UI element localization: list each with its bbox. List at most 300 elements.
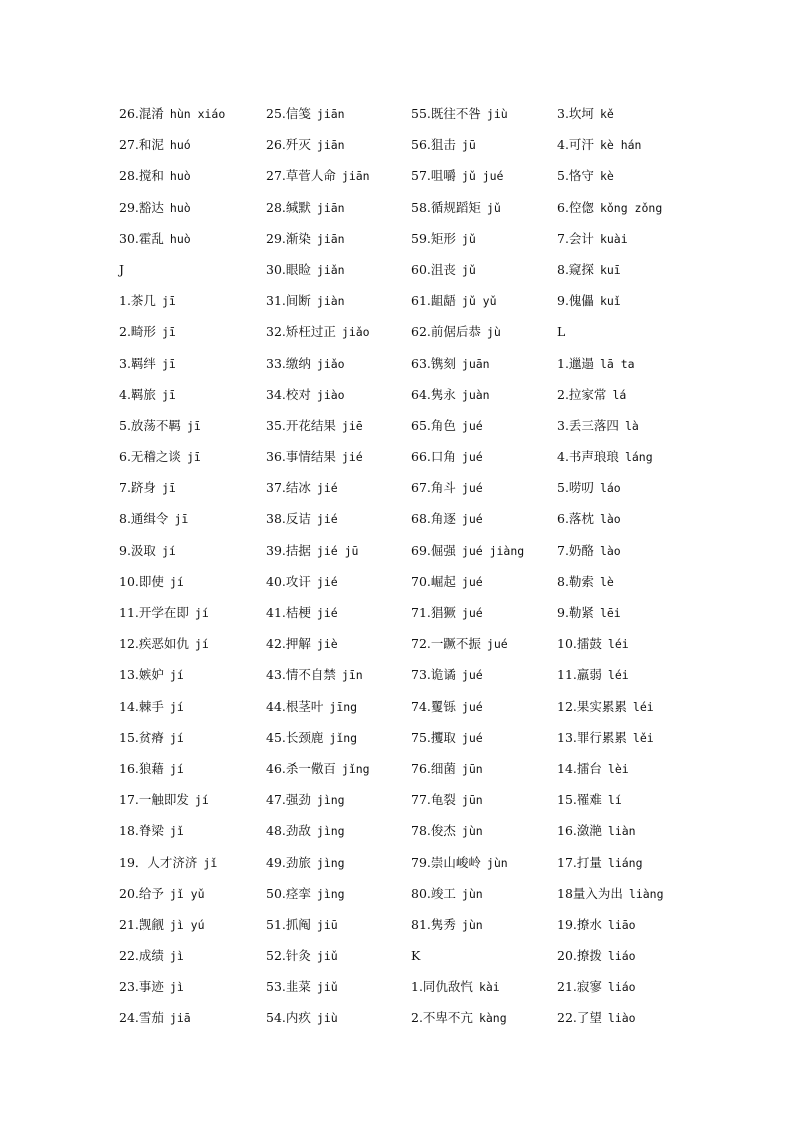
vocab-entry — [119, 659, 269, 690]
entry-word: 62.前倨后恭 — [411, 324, 481, 340]
vocab-entry — [119, 597, 269, 628]
vocab-entry — [557, 535, 707, 566]
entry-pinyin: jǐ — [169, 824, 184, 839]
entry-word: 6.无稽之谈 — [119, 449, 181, 465]
vocab-entry — [557, 98, 707, 129]
vocab-entry — [411, 847, 561, 878]
entry-pinyin: lā ta — [599, 356, 635, 371]
entry-pinyin: jūn — [461, 761, 483, 776]
vocab-entry — [411, 410, 561, 441]
entry-pinyin: jìng — [316, 824, 345, 839]
entry-word: 17.一触即发 — [119, 792, 189, 808]
entry-pinyin: jué — [461, 481, 483, 496]
entry-word: 58.循规蹈矩 — [411, 199, 481, 215]
vocab-entry — [557, 659, 707, 690]
vocab-entry — [411, 129, 561, 160]
entry-pinyin: láo — [599, 481, 621, 496]
entry-word: 19.撩水 — [557, 916, 602, 932]
vocab-entry — [411, 192, 561, 223]
entry-word: 42.押解 — [266, 636, 311, 652]
entry-pinyin: jī — [186, 418, 201, 433]
entry-word: 80.竣工 — [411, 885, 456, 901]
vocab-entry — [557, 940, 707, 971]
vocab-entry — [119, 722, 269, 753]
vocab-entry — [266, 348, 416, 379]
vocab-entry — [557, 441, 707, 472]
vocab-entry — [266, 815, 416, 846]
vocab-entry — [557, 254, 707, 285]
entry-word: 30.眼睑 — [266, 261, 311, 277]
entry-pinyin: jǐng — [341, 761, 370, 776]
vocab-entry — [557, 597, 707, 628]
vocab-entry — [557, 815, 707, 846]
vocab-entry — [119, 316, 269, 347]
entry-pinyin: huò — [169, 231, 191, 246]
entry-pinyin: jiǎo — [341, 325, 370, 340]
entry-word: 5.唠叨 — [557, 480, 594, 496]
vocab-entry — [266, 254, 416, 285]
entry-word: 27.和泥 — [119, 137, 164, 153]
entry-pinyin: kǒng zǒng — [599, 200, 663, 215]
entry-word: 68.角逐 — [411, 511, 456, 527]
vocab-entry — [119, 878, 269, 909]
vocab-entry — [119, 909, 269, 940]
entry-pinyin: jí — [169, 761, 184, 776]
vocab-entry — [119, 348, 269, 379]
entry-pinyin: jǔ jué — [461, 169, 504, 184]
vocab-entry — [266, 316, 416, 347]
vocab-entry — [411, 535, 561, 566]
vocab-entry — [119, 1002, 269, 1033]
vocab-entry — [119, 815, 269, 846]
entry-word: 5.恪守 — [557, 168, 594, 184]
vocab-entry — [119, 753, 269, 784]
entry-word: 50.痉挛 — [266, 885, 311, 901]
vocab-entry — [119, 847, 269, 878]
entry-pinyin: jǔ — [461, 231, 476, 246]
entry-pinyin: léi — [607, 637, 629, 652]
entry-word: 71.猖獗 — [411, 605, 456, 620]
entry-word: 72.一蹶不振 — [411, 636, 481, 652]
entry-pinyin: jǐng — [329, 730, 358, 745]
entry-pinyin: kè hán — [599, 138, 642, 153]
vocab-entry — [411, 691, 561, 722]
vocab-entry — [266, 784, 416, 815]
vocab-entry — [411, 784, 561, 815]
entry-pinyin: jī — [161, 325, 176, 340]
entry-pinyin: huò — [169, 169, 191, 184]
vocab-entry — [557, 348, 707, 379]
entry-pinyin: jié — [316, 512, 338, 527]
vocab-entry — [411, 441, 561, 472]
entry-word: 14.擂台 — [557, 760, 602, 776]
entry-pinyin: jī — [174, 512, 189, 527]
vocab-entry — [119, 535, 269, 566]
entry-pinyin: kuī — [599, 262, 621, 277]
vocab-entry — [557, 410, 707, 441]
column-3 — [411, 98, 561, 1034]
vocab-entry — [119, 940, 269, 971]
vocab-entry — [557, 379, 707, 410]
entry-word: 8.窥探 — [557, 261, 594, 277]
entry-word: 9.傀儡 — [557, 293, 594, 309]
entry-pinyin: jiā — [169, 1011, 191, 1026]
entry-word: 16.狼藉 — [119, 760, 164, 776]
entry-pinyin: kàng — [478, 1011, 507, 1026]
entry-word: 7.跻身 — [119, 480, 156, 496]
entry-word: 43.情不自禁 — [266, 667, 336, 683]
entry-word: 37.结冰 — [266, 480, 311, 496]
entry-pinyin: jué — [461, 450, 483, 465]
vocab-entry — [266, 909, 416, 940]
entry-pinyin: hùn xiáo — [169, 107, 226, 121]
entry-word: 47.强劲 — [266, 792, 311, 808]
entry-pinyin: jīn — [341, 668, 363, 683]
entry-word: 6.落枕 — [557, 511, 594, 527]
vocab-entry — [119, 98, 269, 129]
entry-pinyin: jìng — [316, 793, 345, 808]
entry-word: 3.坎坷 — [557, 106, 594, 121]
vocab-entry — [411, 379, 561, 410]
vocab-entry — [411, 98, 561, 129]
vocab-entry — [411, 971, 561, 1002]
vocab-entry — [119, 691, 269, 722]
vocab-entry — [557, 628, 707, 659]
entry-word: 18量入为出 — [557, 885, 623, 901]
entry-pinyin: huò — [169, 200, 191, 215]
entry-word: 25.信笺 — [266, 106, 311, 121]
entry-word: 13.罪行累累 — [557, 729, 627, 745]
entry-pinyin: liáo — [607, 949, 636, 964]
vocab-entry — [411, 1002, 561, 1033]
entry-word: 30.霍乱 — [119, 230, 164, 246]
entry-word: 22.了望 — [557, 1010, 602, 1026]
entry-word: 4.书声琅琅 — [557, 449, 619, 465]
vocab-entry — [266, 503, 416, 534]
vocab-entry — [266, 379, 416, 410]
entry-word: 5.放荡不羁 — [119, 417, 181, 433]
entry-word: 6.倥偬 — [557, 199, 594, 215]
entry-pinyin: jī — [161, 294, 176, 309]
entry-pinyin: jìng — [316, 886, 345, 901]
vocab-entry — [557, 847, 707, 878]
entry-word: 10.擂鼓 — [557, 636, 602, 652]
vocab-entry — [411, 909, 561, 940]
entry-pinyin: jí — [169, 668, 184, 683]
entry-pinyin: jǔ — [486, 200, 501, 215]
entry-pinyin: là — [624, 418, 639, 433]
entry-word: 1.茶几 — [119, 293, 156, 309]
entry-word: 8.通缉令 — [119, 511, 169, 527]
vocab-entry — [557, 878, 707, 909]
entry-pinyin: lēi — [599, 606, 621, 620]
entry-word: 23.事迹 — [119, 979, 164, 995]
entry-word: 56.狙击 — [411, 137, 456, 153]
entry-pinyin: léi — [607, 668, 629, 683]
vocab-entry — [411, 348, 561, 379]
entry-word: 2.不卑不亢 — [411, 1010, 473, 1026]
vocab-entry — [557, 691, 707, 722]
entry-pinyin: juān — [461, 356, 490, 371]
vocab-entry — [119, 784, 269, 815]
vocab-entry — [557, 909, 707, 940]
entry-word: 51.抓阄 — [266, 916, 311, 932]
entry-pinyin: jiǔ — [316, 980, 338, 995]
entry-pinyin: jiù — [316, 1011, 338, 1026]
vocab-entry — [557, 503, 707, 534]
vocab-entry — [411, 659, 561, 690]
entry-word: 70.崛起 — [411, 573, 456, 589]
entry-pinyin: lào — [599, 512, 621, 527]
vocab-entry — [411, 503, 561, 534]
vocab-entry — [266, 285, 416, 316]
entry-pinyin: lào — [599, 543, 621, 558]
entry-pinyin: jí — [169, 699, 184, 714]
entry-pinyin: láng — [624, 450, 653, 465]
entry-pinyin: jì — [169, 949, 184, 964]
entry-word: 73.诡谲 — [411, 667, 456, 683]
entry-word: 49.劲旅 — [266, 854, 311, 870]
vocab-entry — [557, 722, 707, 753]
entry-pinyin: jiè — [316, 637, 338, 652]
vocab-entry — [411, 566, 561, 597]
vocab-entry — [411, 160, 561, 191]
vocab-entry — [119, 441, 269, 472]
vocab-entry — [411, 472, 561, 503]
entry-word: 61.龃龉 — [411, 293, 456, 309]
section-letter-heading — [411, 940, 561, 971]
column-1 — [119, 98, 269, 1034]
vocab-entry — [266, 597, 416, 628]
entry-word: 2.畸形 — [119, 324, 156, 340]
entry-word: 34.校对 — [266, 386, 311, 402]
entry-pinyin: kě — [599, 107, 614, 121]
entry-word: 57.咀嚼 — [411, 168, 456, 184]
vocab-entry — [266, 691, 416, 722]
vocab-entry — [557, 784, 707, 815]
entry-word: 63.镌刻 — [411, 355, 456, 371]
entry-pinyin: liàng — [628, 886, 664, 901]
entry-word: 19．人才济济 — [119, 854, 198, 870]
vocab-entry — [557, 192, 707, 223]
entry-word: 39.拮据 — [266, 542, 311, 558]
entry-pinyin: juàn — [461, 387, 490, 402]
vocab-entry — [266, 160, 416, 191]
entry-word: 31.间断 — [266, 293, 311, 309]
vocab-entry — [119, 160, 269, 191]
entry-word: 12.疾恶如仇 — [119, 636, 189, 652]
vocab-entry — [266, 129, 416, 160]
entry-word: 52.针灸 — [266, 948, 311, 964]
entry-pinyin: jiàn — [316, 294, 345, 309]
entry-pinyin: kuǐ — [599, 294, 621, 309]
vocab-entry — [266, 192, 416, 223]
vocab-entry — [266, 410, 416, 441]
vocab-entry — [266, 535, 416, 566]
vocab-entry — [557, 971, 707, 1002]
section-letter-heading — [119, 254, 269, 285]
entry-word: 36.事情结果 — [266, 449, 336, 465]
entry-pinyin: jí — [161, 543, 176, 558]
entry-word: 28.搅和 — [119, 168, 164, 184]
vocab-entry — [557, 129, 707, 160]
entry-pinyin: jǔ yǔ — [461, 294, 497, 309]
entry-pinyin: liáng — [607, 855, 643, 870]
entry-word: 14.棘手 — [119, 698, 164, 714]
vocab-entry — [266, 971, 416, 1002]
entry-pinyin: kài — [478, 980, 500, 995]
entry-word: 20.给予 — [119, 885, 164, 901]
entry-word: 1.邋遢 — [557, 355, 594, 371]
entry-word: 32.矫枉过正 — [266, 324, 336, 340]
entry-pinyin: jí — [194, 637, 209, 652]
entry-word: 41.桔梗 — [266, 605, 311, 620]
entry-word: 55.既往不咎 — [411, 106, 481, 121]
entry-word: 17.打量 — [557, 854, 602, 870]
entry-word: 79.崇山峻岭 — [411, 854, 481, 870]
entry-word: 60.沮丧 — [411, 261, 456, 277]
entry-word: 77.龟裂 — [411, 792, 456, 808]
entry-pinyin: lá — [612, 387, 627, 402]
entry-pinyin: jiǎo — [316, 356, 345, 371]
vocab-entry — [557, 285, 707, 316]
entry-pinyin: jiān — [316, 200, 345, 215]
entry-pinyin: jùn — [486, 855, 508, 870]
entry-word: 3.丢三落四 — [557, 417, 619, 433]
vocab-entry — [411, 815, 561, 846]
entry-pinyin: jù — [486, 325, 501, 340]
entry-pinyin: jī — [161, 356, 176, 371]
vocab-entry — [119, 971, 269, 1002]
vocab-entry — [119, 472, 269, 503]
entry-pinyin: jìng — [316, 855, 345, 870]
vocab-entry — [119, 566, 269, 597]
entry-pinyin: jué — [461, 668, 483, 683]
entry-word: 7.会计 — [557, 230, 594, 246]
entry-word: 44.根茎叶 — [266, 698, 324, 714]
entry-pinyin: jué — [461, 699, 483, 714]
entry-word: 45.长颈鹿 — [266, 729, 324, 745]
entry-pinyin: jué — [486, 637, 508, 652]
vocab-entry — [266, 566, 416, 597]
entry-pinyin: jiē — [341, 418, 363, 433]
entry-pinyin: jùn — [461, 917, 483, 932]
entry-word: 29.渐染 — [266, 230, 311, 246]
vocab-entry — [557, 472, 707, 503]
vocab-entry — [557, 566, 707, 597]
entry-word: 46.杀一儆百 — [266, 760, 336, 776]
vocab-entry — [119, 285, 269, 316]
vocab-entry — [119, 223, 269, 254]
entry-pinyin: jūn — [461, 793, 483, 808]
vocab-entry — [266, 940, 416, 971]
entry-pinyin: jīng — [329, 699, 358, 714]
entry-pinyin: jiǔ — [316, 949, 338, 964]
entry-word: 10.即使 — [119, 573, 164, 589]
vocab-entry — [411, 285, 561, 316]
entry-pinyin: kè — [599, 169, 614, 184]
entry-pinyin: jū — [461, 138, 476, 153]
entry-word: 48.劲敌 — [266, 823, 311, 839]
entry-word: 9.勒紧 — [557, 605, 594, 620]
entry-pinyin: jì yú — [169, 917, 205, 932]
vocab-entry — [119, 628, 269, 659]
entry-pinyin: jī — [161, 481, 176, 496]
entry-word: 4.羁旅 — [119, 386, 156, 402]
entry-pinyin: jùn — [461, 824, 483, 839]
entry-word: 13.嫉妒 — [119, 667, 164, 683]
entry-word: 26.歼灭 — [266, 137, 311, 153]
vocab-entry — [266, 441, 416, 472]
entry-pinyin: jùn — [461, 886, 483, 901]
entry-word: 38.反诘 — [266, 511, 311, 527]
entry-pinyin: jié jū — [316, 543, 359, 558]
vocab-entry — [119, 410, 269, 441]
vocab-entry — [119, 503, 269, 534]
entry-pinyin: jí — [194, 606, 209, 620]
entry-word: 35.开花结果 — [266, 417, 336, 433]
entry-word: 2.拉家常 — [557, 386, 607, 402]
entry-word: 12.果实累累 — [557, 698, 627, 714]
entry-word: 8.勒索 — [557, 573, 594, 589]
entry-pinyin: jiū — [316, 917, 338, 932]
entry-word: 66.口角 — [411, 449, 456, 465]
entry-pinyin: jié — [316, 606, 338, 620]
entry-pinyin: jué — [461, 512, 483, 527]
entry-word: 3.羁绊 — [119, 355, 156, 371]
entry-pinyin: lèi — [607, 761, 629, 776]
entry-word: 28.缄默 — [266, 199, 311, 215]
entry-pinyin: jié — [316, 574, 338, 589]
entry-pinyin: jí — [169, 730, 184, 745]
entry-pinyin: jī — [186, 450, 201, 465]
entry-word: 7.奶酪 — [557, 542, 594, 558]
entry-word: 18.脊梁 — [119, 823, 164, 839]
entry-word: L — [557, 324, 566, 340]
entry-word: 15.罹难 — [557, 792, 602, 808]
entry-word: 22.成绩 — [119, 948, 164, 964]
entry-word: 9.汲取 — [119, 542, 156, 558]
entry-word: 1.同仇敌忾 — [411, 979, 473, 995]
vocab-entry — [119, 379, 269, 410]
vocab-entry — [557, 223, 707, 254]
vocab-entry — [411, 316, 561, 347]
vocab-entry — [411, 878, 561, 909]
vocab-entry — [266, 847, 416, 878]
entry-word: 53.韭菜 — [266, 979, 311, 995]
vocab-entry — [411, 722, 561, 753]
vocab-entry — [266, 753, 416, 784]
entry-pinyin: jiān — [316, 107, 345, 121]
vocab-entry — [411, 628, 561, 659]
entry-pinyin: liàn — [607, 824, 636, 839]
vocab-entry — [266, 223, 416, 254]
entry-word: 33.缴纳 — [266, 355, 311, 371]
entry-pinyin: jǐ — [203, 855, 218, 870]
entry-word: 21.寂寥 — [557, 979, 602, 995]
vocab-entry — [119, 129, 269, 160]
entry-pinyin: jué — [461, 574, 483, 589]
vocab-entry — [557, 160, 707, 191]
entry-pinyin: lè — [599, 574, 614, 589]
vocab-entry — [411, 597, 561, 628]
entry-word: 75.攫取 — [411, 729, 456, 745]
entry-pinyin: kuài — [599, 231, 628, 246]
entry-word: 20.撩拨 — [557, 948, 602, 964]
entry-word: 16.潋滟 — [557, 823, 602, 839]
entry-pinyin: jué — [461, 730, 483, 745]
vocab-entry — [266, 1002, 416, 1033]
